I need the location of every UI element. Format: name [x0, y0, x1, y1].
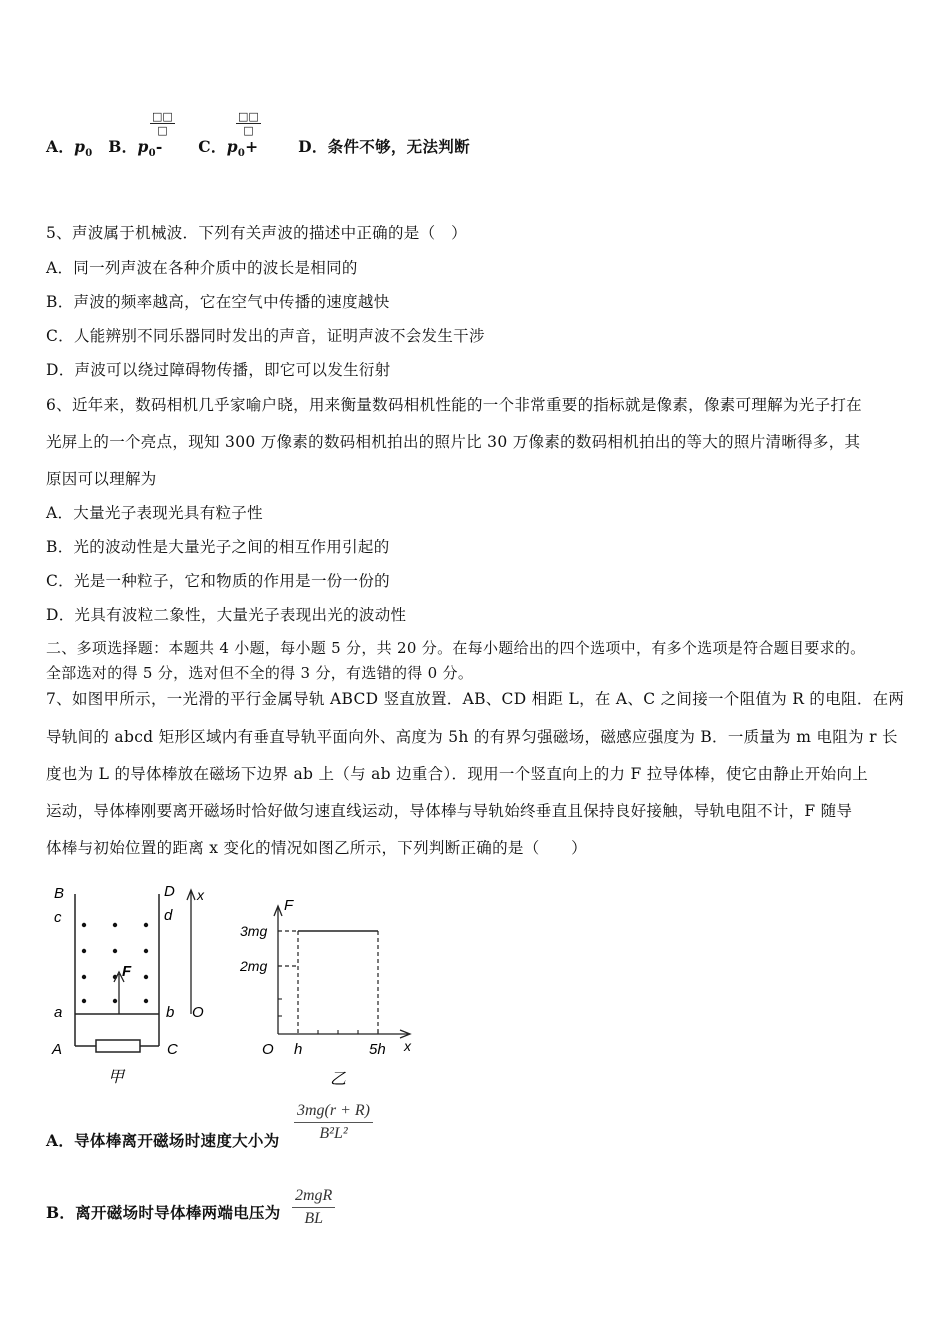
q5-option-d: D．声波可以绕过障碍物传播，即它可以发生衍射 — [46, 361, 391, 379]
q4-option-c-fraction — [236, 110, 261, 137]
label-D: D — [164, 883, 175, 900]
q4-option-c-label: C． — [198, 137, 227, 156]
q4-option-b-value: p — [137, 137, 149, 156]
q7-option-a-numerator: 3mg(r + R) — [294, 1102, 373, 1123]
q7-option-a-denominator: B²L² — [319, 1125, 348, 1142]
figure-jia — [44, 876, 224, 1091]
q7-stem-line-5: 体棒与初始位置的距离 x 变化的情况如图乙所示，下列判断正确的是（ ） — [46, 839, 587, 857]
q4-option-a-value: p — [74, 137, 86, 156]
q4-option-b-op: - — [155, 137, 163, 156]
q5-option-a: A．同一列声波在各种介质中的波长是相同的 — [46, 259, 358, 277]
label-C: C — [167, 1041, 178, 1058]
q6-option-c: C．光是一种粒子，它和物质的作用是一份一份的 — [46, 572, 390, 590]
q4-option-a-label: A． — [46, 137, 75, 156]
q5-option-c: C．人能辨别不同乐器同时发出的声音，证明声波不会发生干涉 — [46, 327, 485, 345]
q5-option-b: B．声波的频率越高，它在空气中传播的速度越快 — [46, 293, 390, 311]
q7-option-b-numerator: 2mgR — [292, 1187, 335, 1208]
q6-option-a: A．大量光子表现光具有粒子性 — [46, 504, 263, 522]
label-B: B — [54, 885, 65, 902]
q4-option-c-sub: 0 — [237, 148, 246, 160]
resistor — [96, 1040, 140, 1052]
label-A: A — [52, 1041, 63, 1058]
q4-option-b-frac-den: □ — [157, 124, 168, 137]
tick-2mg: 2mg — [240, 958, 268, 974]
label-x-yi: x — [404, 1038, 411, 1054]
q7-stem-line-1: 7、如图甲所示，一光滑的平行金属导轨 ABCD 竖直放置．AB、CD 相距 L，在 A、C 之间接一个阻值为 R 的电阻．在两 — [46, 690, 905, 708]
label-a: a — [54, 1004, 63, 1021]
q7-stem-line-2: 导轨间的 abcd 矩形区域内有垂直导轨平面向外、高度为 5h 的有界匀强磁场，磁感应强度为 B．一质量为 m 电阻为 r 长 — [46, 728, 898, 746]
tick-3mg: 3mg — [240, 923, 268, 939]
label-d: d — [164, 907, 173, 924]
q4-option-c-value: p — [226, 137, 238, 156]
q6-stem-line-3: 原因可以理解为 — [46, 470, 157, 488]
label-O-yi: O — [262, 1041, 274, 1058]
q6-option-d: D．光具有波粒二象性，大量光子表现出光的波动性 — [46, 606, 407, 624]
label-b: b — [166, 1004, 175, 1021]
q7-stem-line-3: 度也为 L 的导体棒放在磁场下边界 ab 上（与 ab 边重合）．现用一个竖直向上的力 F 拉导体棒，使它由静止开始向上 — [46, 765, 869, 783]
q4-option-b-fraction — [150, 110, 175, 137]
q7-option-a-fraction — [294, 1102, 373, 1143]
q4-option-c-frac-num: □□ — [238, 110, 259, 123]
figure-yi — [236, 894, 426, 1094]
q7-option-b-fraction — [292, 1187, 335, 1228]
label-c: c — [54, 909, 62, 926]
tick-h: h — [294, 1041, 303, 1058]
q4-option-b-label: B． — [108, 137, 138, 156]
q7-stem-line-4: 运动，导体棒刚要离开磁场时恰好做匀速直线运动，导体棒与导轨始终垂直且保持良好接触，导轨电阻不计，F 随导 — [46, 802, 853, 820]
section2-line-1: 二、多项选择题：本题共 4 小题，每小题 5 分，共 20 分。在每小题给出的四个选项中，有多个选项是符合题目要求的。 — [46, 639, 866, 657]
label-F-yi: F — [284, 897, 294, 914]
tick-5h: 5h — [369, 1041, 386, 1058]
q4-option-b-sub: 0 — [148, 148, 156, 160]
q7-option-b-denominator: BL — [304, 1210, 323, 1227]
label-O-jia: O — [192, 1004, 204, 1021]
magnetic-field-dots — [82, 923, 148, 1003]
q4-option-c-op: + — [245, 137, 259, 156]
section2-line-2: 全部选对的得 5 分，选对但不全的得 3 分，有选错的得 0 分。 — [46, 664, 474, 682]
q4-option-d: D．条件不够，无法判断 — [298, 137, 470, 156]
q7-option-b: B．离开磁场时导体棒两端电压为 — [46, 1203, 281, 1222]
q7-option-a: A．导体棒离开磁场时速度大小为 — [46, 1131, 280, 1150]
q4-option-c-frac-den: □ — [243, 124, 254, 137]
caption-yi: 乙 — [330, 1071, 347, 1088]
q6-option-b: B．光的波动性是大量光子之间的相互作用引起的 — [46, 538, 390, 556]
caption-jia: 甲 — [108, 1069, 125, 1086]
label-x-jia: x — [197, 887, 204, 903]
q5-stem: 5、声波属于机械波．下列有关声波的描述中正确的是（ ） — [46, 224, 467, 242]
label-F-jia: F — [122, 963, 132, 980]
q6-stem-line-1: 6、近年来，数码相机几乎家喻户晓，用来衡量数码相机性能的一个非常重要的指标就是像素，像素可理解为光子打在 — [46, 396, 862, 414]
q6-stem-line-2: 光屏上的一个亮点，现知 300 万像素的数码相机拍出的照片比 30 万像素的数码相机拍出的等大的照片清晰得多，其 — [46, 433, 861, 451]
q4-option-a-sub: 0 — [85, 148, 93, 160]
q4-option-b-frac-num: □□ — [152, 110, 173, 123]
q4-options-row — [46, 135, 470, 159]
